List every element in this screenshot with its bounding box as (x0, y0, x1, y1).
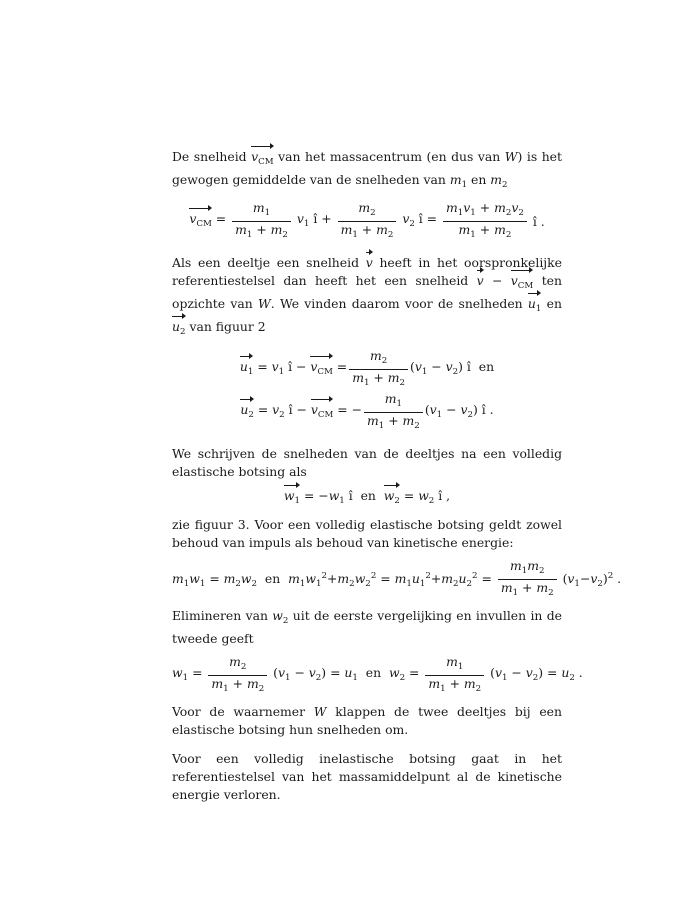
paragraph-5: Elimineren van $w_2$ uit de eerste vergelijking en invullen in de tweede geeft (172, 608, 562, 646)
equation-vcm: $v_{CM}$ = $\frac{m_1}{m_1 + m_2}$ $v_1$ î + $\frac{m_2}{m_1 + m_2}$ $v_2$ î = $\frac{m_1v_1 + m_2v_2}{m_1 + m_2}$ î . (189, 200, 545, 240)
equation-w: $w_1 = -w_1$ î en $w_2 = w_2$ î , (172, 487, 562, 510)
paragraph-2: Als een deeltje een snelheid v heeft in het oorspronkelijke referentiestelsel dan heeft het een snelheid $v - v_{CM}$ ten opzichte van W. We vinden daarom voor de snelheden $u_1$ en $u_2$ van figuur 2 (172, 254, 562, 341)
paragraph-3: We schrijven de snelheden van de deeltjes na een volledig elastische botsing als (172, 446, 562, 479)
equation-solution: $w_1$ = $\frac{m_2}{m_1 + m_2}$ $(v_1 - v_2) = u_1$ en $w_2$ = $\frac{m_1}{m_1 + m_2}$ $(v_1 - v_2) = u_2$ . (172, 654, 583, 694)
document-body (172, 148, 622, 804)
paragraph-4: zie figuur 3. Voor een volledig elastische botsing geldt zowel behoud van impuls als behoud van kinetische energie: (172, 517, 562, 550)
equation-conservation: $m_1w_1 = m_2w_2$ en $m_1w_1^2+m_2w_2^2 = m_1u_1^2+m_2u_2^2$ = $\frac{m_1m_2}{m_1 + m_2}$ $(v_1-v_2)^2$ . (172, 558, 622, 598)
paragraph-1: De snelheid $v_{CM}$ van het massacentrum (en dus van W) is het gewogen gemiddelde van de snelheden van $m_1$ en $m_2$ (172, 149, 562, 190)
paragraph-6: Voor de waarnemer W klappen de twee deeltjes bij een elastische botsing hun snelheden om. (172, 704, 563, 737)
equation-u: $u_1 = v_1$ î − $v_{CM}$ = $\frac{m_2}{m_1 + m_2}$ $(v_1 - v_2)$ î en $u_2 = v_2$ î − $v_{CM}$ = − $\frac{m_1}{m_1 + m_2}$ $(v_1 - v_2)$ î . (239, 348, 495, 431)
paragraph-7: Voor een volledig inelastische botsing gaat in het referentiestelsel van het massamiddelpunt al de kinetische energie verloren. (172, 751, 562, 802)
